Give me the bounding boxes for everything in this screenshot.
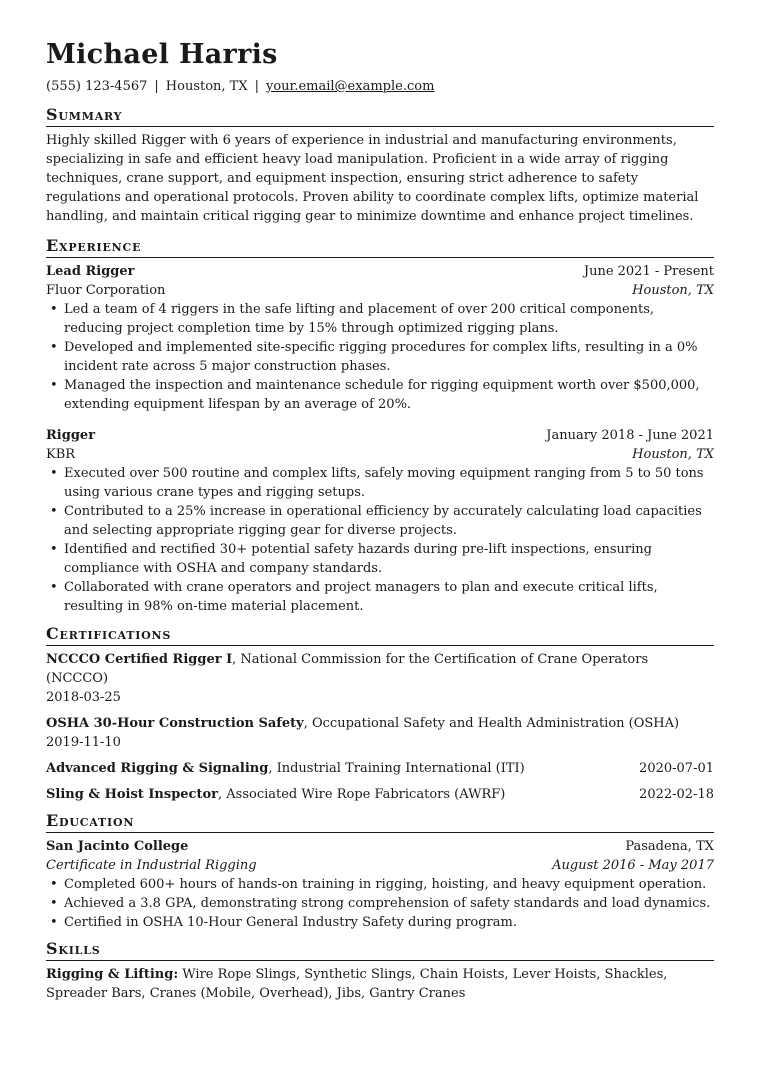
bullet-item: • Identified and rectified 30+ potential safety hazards during pre-lift inspections, ensuring compliance with OSHA and company standards. xyxy=(64,540,714,578)
school-name: San Jacinto College xyxy=(46,839,189,854)
cert-name: Sling & Hoist Inspector xyxy=(46,787,218,802)
contact-line xyxy=(46,78,714,96)
bullet-item: • Developed and implemented site-specific rigging procedures for complex lifts, resulting in a 0% incident rate across 5 major construction phases. xyxy=(64,338,714,376)
job-location: Houston, TX xyxy=(632,447,714,462)
cert-date: 2019-11-10 xyxy=(46,735,121,750)
bullet-item: • Contributed to a 25% increase in operational efficiency by accurately calculating load capacities and selecting appropriate rigging gear for diverse projects. xyxy=(64,502,714,540)
bullet-item: • Led a team of 4 riggers in the safe lifting and placement of over 200 critical components, reducing project completion time by 15% through optimized rigging plans. xyxy=(64,300,714,338)
job-dates: January 2018 - June 2021 xyxy=(546,428,714,443)
cert-date: 2018-03-25 xyxy=(46,690,121,705)
certification-item xyxy=(46,650,714,707)
bullet-item: • Certified in OSHA 10-Hour General Industry Safety during program. xyxy=(64,913,714,932)
cert-issuer: , Industrial Training International (ITI) xyxy=(268,761,525,776)
skills-line xyxy=(46,965,714,1003)
section-title-certifications: Certifications xyxy=(46,624,714,646)
section-title-experience: Experience xyxy=(46,236,714,258)
contact-separator: | xyxy=(254,79,259,94)
job-entry xyxy=(46,426,714,616)
email-link[interactable]: your.email@example.com xyxy=(266,79,435,94)
job-dates: June 2021 - Present xyxy=(583,264,714,279)
cert-issuer: , Associated Wire Rope Fabricators (AWRF) xyxy=(218,787,506,802)
job-entry xyxy=(46,262,714,414)
degree: Certificate in Industrial Rigging xyxy=(46,858,257,873)
contact-separator: | xyxy=(154,79,159,94)
job-company: KBR xyxy=(46,447,76,462)
cert-issuer: , National Commission for the Certification of Crane Operators (NCCCO) xyxy=(46,652,649,686)
job-role: Lead Rigger xyxy=(46,264,135,279)
section-title-summary: Summary xyxy=(46,105,714,127)
bullet-item: • Achieved a 3.8 GPA, demonstrating strong comprehension of safety standards and load dynamics. xyxy=(64,894,714,913)
bullet-item: • Collaborated with crane operators and project managers to plan and execute critical lifts, resulting in 98% on-time material placement. xyxy=(64,578,714,616)
education-dates: August 2016 - May 2017 xyxy=(552,858,714,873)
job-company: Fluor Corporation xyxy=(46,283,166,298)
education-bullets xyxy=(46,875,714,932)
cert-name: Advanced Rigging & Signaling xyxy=(46,761,269,776)
certification-item xyxy=(46,759,714,778)
skills-text: Wire Rope Slings, Synthetic Slings, Chain Hoists, Lever Hoists, Shackles, Spreader Bars, Cranes (Mobile, Overhead), Jibs, Gantry Cranes xyxy=(46,967,668,1001)
cert-date: 2022-02-18 xyxy=(639,787,714,802)
phone-number: (555) 123-4567 xyxy=(46,79,148,94)
job-role: Rigger xyxy=(46,428,96,443)
bullet-item: • Executed over 500 routine and complex lifts, safely moving equipment ranging from 5 to 50 tons using various crane types and rigging setups. xyxy=(64,464,714,502)
section-title-skills: Skills xyxy=(46,939,714,961)
cert-name: NCCCO Certified Rigger I xyxy=(46,652,233,667)
job-bullets xyxy=(46,300,714,414)
bullet-item: • Managed the inspection and maintenance schedule for rigging equipment worth over $500,000, extending equipment lifespan by an average of 20%. xyxy=(64,376,714,414)
certification-item xyxy=(46,785,714,804)
summary-text: Highly skilled Rigger with 6 years of experience in industrial and manufacturing environments, specializing in safe and efficient heavy load manipulation. Proficient in a wide array of rigging techniques, crane support, and equipment inspection, ensuring strict adherence to safety regulations and operational protocols. Proven ability to coordinate complex lifts, optimize material handling, and maintain critical rigging gear to minimize downtime and enhance project timelines. xyxy=(46,133,699,224)
cert-name: OSHA 30-Hour Construction Safety xyxy=(46,716,304,731)
location: Houston, TX xyxy=(165,79,248,94)
school-location: Pasadena, TX xyxy=(625,839,714,854)
section-title-education: Education xyxy=(46,811,714,833)
bullet-item: • Completed 600+ hours of hands-on training in rigging, hoisting, and heavy equipment operation. xyxy=(64,875,714,894)
skills-label: Rigging & Lifting: xyxy=(46,967,179,982)
cert-date: 2020-07-01 xyxy=(639,761,714,776)
candidate-name: Michael Harris xyxy=(46,39,278,70)
cert-issuer: , Occupational Safety and Health Administration (OSHA) xyxy=(303,716,680,731)
education-entry xyxy=(46,837,714,932)
job-bullets xyxy=(46,464,714,616)
certification-item xyxy=(46,714,714,752)
job-location: Houston, TX xyxy=(632,283,714,298)
